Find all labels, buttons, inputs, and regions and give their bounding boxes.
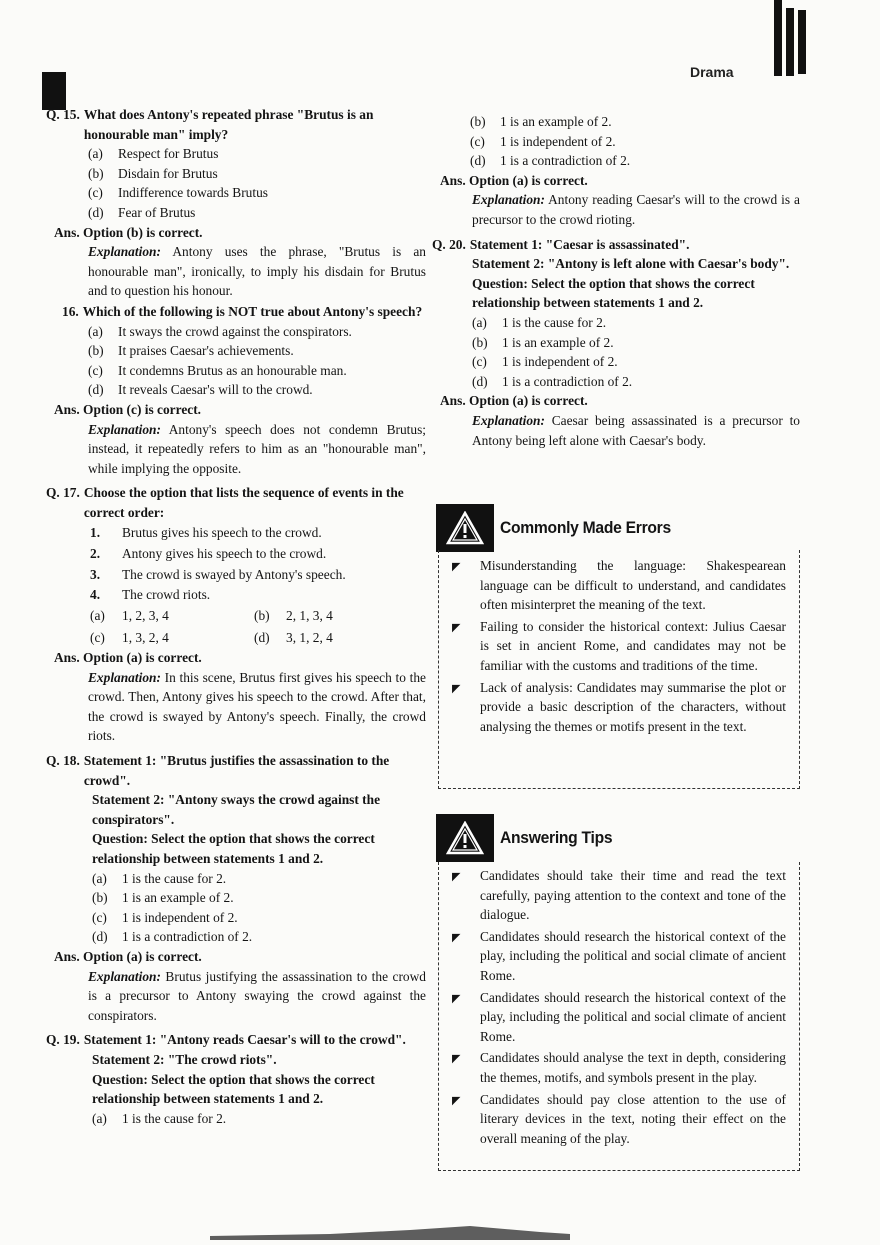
list-item: ◤ Lack of analysis: Candidates may summarise the plot or provide a basic description of the characters, without analysing the themes or motifs present in the text. bbox=[452, 678, 786, 737]
answer-18: Ans. Option (a) is correct. bbox=[54, 948, 202, 964]
question-19: Q. 19. Statement 1: "Antony reads Caesar's will to the crowd". bbox=[46, 1032, 406, 1048]
running-header: Drama bbox=[690, 64, 734, 80]
event-row: 3. The crowd is swayed by Antony's speech. bbox=[90, 566, 346, 582]
option-row: (a) 1 is the cause for 2. bbox=[92, 870, 227, 886]
page-bottom-smear bbox=[210, 1222, 570, 1240]
pointer-bullet-icon: ◤ bbox=[452, 871, 461, 883]
list-item: ◤ Candidates should analyse the text in depth, considering the themes, motifs, and symbols present in the play. bbox=[452, 1048, 786, 1087]
q19-statement-2: Statement 2: "The crowd riots". bbox=[92, 1051, 277, 1067]
q18-question: Question: Select the option that shows the correct relationship between statements 1 and 2. bbox=[92, 831, 375, 866]
pointer-bullet-icon: ◤ bbox=[452, 561, 461, 573]
option-row: (b) 1 is an example of 2. bbox=[472, 334, 614, 350]
errors-heading bbox=[436, 504, 686, 552]
list-item: ◤ Candidates should research the historical context of the play, including the political and social climate of ancient Rome. bbox=[452, 927, 786, 986]
explanation-15: Explanation: Antony uses the phrase, "Brutus is an honourable man", ironically, to imply his disdain for Brutus and to question his honour. bbox=[88, 244, 426, 299]
q20-statement-2: Statement 2: "Antony is left alone with Caesar's body". bbox=[472, 256, 790, 272]
q19-options-start bbox=[46, 1109, 426, 1129]
answer-15: Ans. Option (b) is correct. bbox=[54, 224, 203, 240]
warning-triangle-icon bbox=[436, 504, 494, 552]
option-row: (b) 1 is an example of 2. bbox=[92, 890, 234, 906]
event-row: 1. Brutus gives his speech to the crowd. bbox=[90, 525, 322, 541]
errors-title: Commonly Made Errors bbox=[500, 518, 671, 537]
list-item: ◤ Candidates should pay close attention to the use of literary devices in the text, noting their effect on the overall meaning of the play. bbox=[452, 1090, 786, 1149]
option-row: (b) It praises Caesar's achievements. bbox=[88, 343, 294, 359]
pointer-bullet-icon: ◤ bbox=[452, 1094, 461, 1107]
option-row: (c) 1 is independent of 2. bbox=[92, 909, 238, 925]
option-row: (b) Disdain for Brutus bbox=[88, 165, 218, 181]
q20-options bbox=[440, 313, 800, 391]
q20-question: Question: Select the option that shows the correct relationship between statements 1 and 2. bbox=[472, 275, 755, 311]
pointer-bullet-icon: ◤ bbox=[452, 682, 461, 695]
q19-question: Question: Select the option that shows the correct relationship between statements 1 and 2. bbox=[92, 1071, 375, 1107]
question-16: 16. Which of the following is NOT true about Antony's speech? bbox=[62, 303, 423, 319]
q18-statement-2: Statement 2: "Antony sways the crowd against the conspirators". bbox=[92, 792, 381, 827]
option-row: (a) 1, 2, 3, 4 bbox=[90, 607, 169, 623]
list-item: ◤ Candidates should take their time and read the text carefully, paying attention to the context and tone of the dialogue. bbox=[452, 866, 786, 925]
option-row: (a) 1 is the cause for 2. bbox=[472, 314, 607, 330]
explanation-17: Explanation: In this scene, Brutus first gives his speech to the crowd. Then, Antony gives his speech to the crowd. After that, the crowd is swayed by Antony's speech. Finally, the crowd riots. bbox=[88, 669, 426, 744]
option-row: (a) 1 is the cause for 2. bbox=[92, 1110, 227, 1126]
question-15: Q. 15. What does Antony's repeated phrase "Brutus is an honourable man" imply? bbox=[46, 107, 374, 142]
explanation-20: Explanation: Caesar being assassinated is a precursor to Antony being left alone with Caesar's body. bbox=[472, 412, 800, 448]
option-row: (d) 1 is a contradiction of 2. bbox=[92, 929, 253, 945]
q19-options-continued bbox=[440, 112, 800, 171]
option-row: (c) 1 is independent of 2. bbox=[472, 354, 618, 370]
pointer-bullet-icon: ◤ bbox=[452, 992, 461, 1005]
q17-options bbox=[46, 606, 426, 648]
option-row: (c) 1 is independent of 2. bbox=[470, 133, 616, 149]
warning-triangle-icon bbox=[436, 814, 494, 862]
option-row: (b) 2, 1, 3, 4 bbox=[254, 607, 333, 623]
tips-heading bbox=[436, 814, 622, 862]
event-row: 4. The crowd riots. bbox=[90, 587, 211, 603]
pointer-bullet-icon: ◤ bbox=[452, 1053, 461, 1066]
option-row: (b) 1 is an example of 2. bbox=[470, 114, 612, 129]
option-row: (c) 1, 3, 2, 4 bbox=[90, 630, 169, 646]
option-row: (d) It reveals Caesar's will to the crowd. bbox=[88, 382, 313, 398]
option-row: (a) It sways the crowd against the conspirators. bbox=[88, 323, 352, 339]
q16-options bbox=[46, 322, 426, 400]
question-18: Q. 18. Statement 1: "Brutus justifies the assassination to the crowd". bbox=[46, 753, 390, 788]
q17-events bbox=[46, 523, 426, 604]
option-row: (c) Indifference towards Brutus bbox=[88, 185, 268, 201]
option-row: (d) 1 is a contradiction of 2. bbox=[472, 373, 633, 389]
pointer-bullet-icon: ◤ bbox=[452, 621, 461, 634]
option-row: (a) Respect for Brutus bbox=[88, 146, 219, 162]
answer-16: Ans. Option (c) is correct. bbox=[54, 401, 202, 417]
answer-19: Ans. Option (a) is correct. bbox=[440, 172, 588, 188]
pointer-bullet-icon: ◤ bbox=[452, 931, 461, 944]
edge-thumb-index bbox=[768, 0, 808, 80]
question-20: Q. 20. Statement 1: "Caesar is assassinated". bbox=[432, 236, 690, 252]
list-item: ◤ Failing to consider the historical context: Julius Caesar is set in ancient Rome, and candidates may not be familiar with the customs and traditions of the time. bbox=[452, 617, 786, 676]
question-17: Q. 17. Choose the option that lists the sequence of events in the correct order: bbox=[46, 485, 404, 520]
option-row: (d) 3, 1, 2, 4 bbox=[254, 630, 333, 646]
explanation-18: Explanation: Brutus justifying the assassination to the crowd is a precursor to Antony swaying the crowd against the conspirators. bbox=[88, 968, 426, 1023]
left-column bbox=[46, 104, 426, 1128]
tips-title: Answering Tips bbox=[500, 828, 613, 847]
answer-17: Ans. Option (a) is correct. bbox=[54, 650, 202, 666]
list-item: ◤ Candidates should research the historical context of the play, including the political and social climate of ancient Rome. bbox=[452, 988, 786, 1047]
option-row: (d) Fear of Brutus bbox=[88, 204, 196, 220]
list-item: ◤ Misunderstanding the language: Shakespearean language can be difficult to understand, and candidates often misinterpret the meaning of the text. bbox=[452, 556, 786, 615]
errors-list bbox=[452, 556, 786, 738]
event-row: 2. Antony gives his speech to the crowd. bbox=[90, 546, 327, 562]
q15-options bbox=[46, 144, 426, 222]
tips-list bbox=[452, 866, 786, 1150]
answer-20: Ans. Option (a) is correct. bbox=[440, 393, 588, 409]
option-row: (d) 1 is a contradiction of 2. bbox=[470, 153, 631, 169]
q18-options bbox=[46, 869, 426, 947]
explanation-16: Explanation: Antony's speech does not condemn Brutus; instead, it repeatedly refers to him as an "honourable man", while implying the opposite. bbox=[88, 421, 426, 476]
right-column bbox=[432, 112, 800, 450]
option-row: (c) It condemns Brutus as an honourable man. bbox=[88, 362, 347, 378]
explanation-19: Explanation: Antony reading Caesar's will to the crowd is a precursor to the crowd rioting. bbox=[472, 192, 800, 227]
